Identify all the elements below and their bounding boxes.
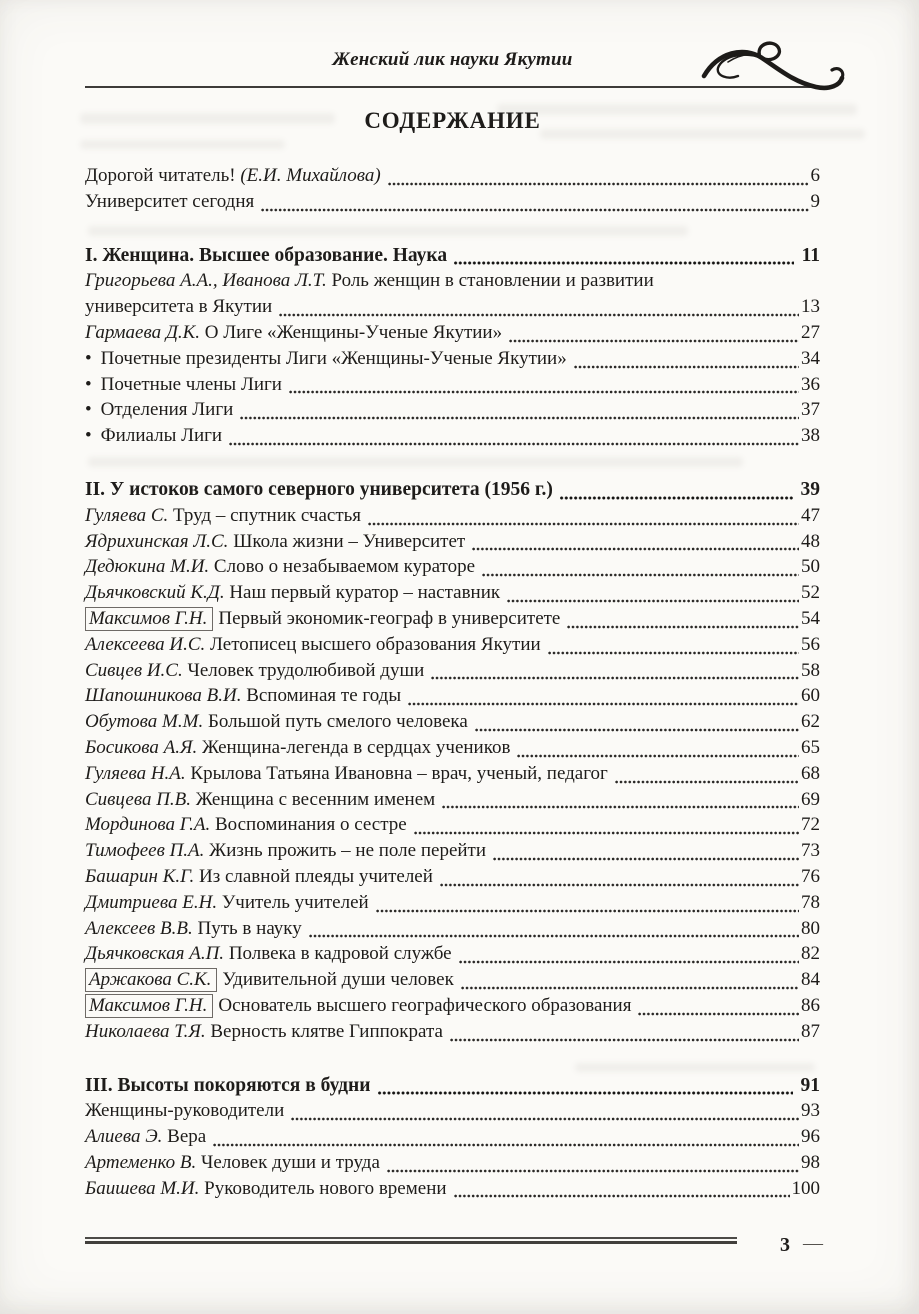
entry-title-text: Удивительной души человек (222, 969, 454, 991)
entry-title-text: Из славной плеяды учителей (194, 865, 433, 887)
author-name: Артеменко В. (85, 1151, 197, 1173)
entry-title-text: Руководитель нового времени (199, 1177, 447, 1199)
leader-dots (459, 959, 799, 965)
toc-page-number: 58 (801, 659, 820, 681)
bullet-marker: • (85, 399, 92, 421)
toc-entry-row (85, 1021, 820, 1047)
toc-entry-text (85, 789, 435, 811)
entry-title-text: Летописец высшего образования Якутии (205, 633, 541, 655)
toc-entry-row (85, 866, 820, 892)
entry-title-text: Основатель высшего географического образования (218, 994, 632, 1016)
entry-title-text: Учитель учителей (217, 891, 369, 913)
toc-page-number: 34 (801, 347, 820, 369)
entry-title-text: Слово о незабываемом кураторе (209, 556, 476, 578)
leader-dots (560, 495, 793, 501)
toc-page-number: 6 (810, 165, 820, 186)
toc-entry-row (85, 660, 820, 686)
toc-entry-text (101, 348, 567, 370)
scan-show-through-artifact (80, 140, 285, 149)
leader-dots (414, 830, 799, 836)
leader-dots (461, 985, 799, 991)
toc-entry-row (85, 814, 820, 840)
author-name: Николаева Т.Я. (85, 1020, 206, 1042)
entry-title-text: Жизнь прожить – не поле перейти (204, 840, 487, 862)
author-name: (Е.И. Михайлова) (240, 165, 381, 186)
author-name: Босикова А.Я. (85, 736, 198, 758)
leader-dots (213, 1142, 799, 1148)
leader-dots (454, 1193, 790, 1199)
toc-section-row (85, 245, 820, 271)
leader-dots (493, 856, 799, 862)
toc-entry-text (101, 425, 222, 447)
footer-rule (85, 1237, 737, 1244)
entry-title-text: I. Женщина. Высшее образование. Наука (85, 244, 448, 266)
toc-page-number: 38 (801, 425, 820, 447)
toc-page-number: 68 (801, 762, 820, 784)
toc-page-number: 69 (801, 788, 820, 810)
calligraphic-flourish-ornament-icon (698, 38, 848, 94)
running-header-title: Женский лик науки Якутии (332, 49, 573, 70)
toc-entry-text (85, 1075, 371, 1097)
entry-title-text: Большой путь смелого человека (203, 711, 468, 733)
author-name: Алиева Э. (85, 1126, 163, 1148)
author-name: Григорьева А.А., Иванова Л.Т. (85, 270, 327, 292)
author-name: Обутова М.М. (85, 711, 204, 733)
author-name: Башарин К.Г. (85, 865, 195, 887)
toc-entry-row (85, 685, 820, 711)
toc-page-number: 47 (801, 504, 820, 526)
leader-dots (261, 207, 808, 213)
toc-entry-row (85, 763, 820, 789)
toc-entry-text (85, 556, 475, 578)
toc-page-number: 48 (801, 530, 820, 552)
entry-title-text: Роль женщин в становлении и развитии (326, 270, 654, 292)
toc-entry-text (85, 608, 560, 630)
toc-entry-text (85, 191, 254, 213)
leader-dots (279, 312, 799, 318)
leader-dots (574, 364, 799, 370)
author-name: Алексеев В.В. (85, 917, 193, 939)
author-name: Гуляева С. (85, 504, 169, 526)
toc-entry-text (85, 685, 401, 707)
author-name: Сивцева П.В. (85, 788, 192, 810)
entry-title-text: Крылова Татьяна Ивановна – врач, ученый, педагог (185, 762, 608, 784)
bullet-marker: • (85, 373, 92, 395)
toc-entry-text (85, 582, 500, 604)
leader-dots (387, 1168, 799, 1174)
toc-page-number: 65 (801, 736, 820, 758)
bullet-marker: • (85, 425, 92, 447)
entry-title-text: III. Высоты покоряются в будни (85, 1074, 371, 1096)
entry-title-text: Труд – спутник счастья (168, 504, 362, 526)
leader-dots (408, 701, 799, 707)
leader-dots (289, 389, 799, 395)
toc-entry-row (85, 995, 820, 1021)
author-name: Тимофеев П.А. (85, 840, 205, 862)
toc-page-number: 91 (800, 1074, 820, 1096)
toc-page-number: 93 (801, 1100, 820, 1122)
toc-entry-row (85, 789, 820, 815)
toc-entry-text (85, 737, 510, 759)
entry-title-text: Наш первый куратор – наставник (224, 582, 501, 604)
toc-entry-text (85, 1178, 447, 1200)
leader-dots (291, 1116, 799, 1122)
toc-entry-text (85, 296, 272, 318)
page-number-dash: — (803, 1232, 823, 1254)
toc-entry-row (85, 191, 820, 217)
toc-entry-text (85, 531, 465, 553)
entry-title-text: Полвека в кадровой службе (224, 943, 452, 965)
toc-page-number: 98 (801, 1151, 820, 1173)
boxed-author-name: Аржакова С.К. (85, 968, 217, 992)
toc-page-number: 36 (801, 373, 820, 395)
toc-entry-text (85, 505, 361, 527)
leader-dots (482, 572, 799, 578)
toc-page-number: 54 (801, 607, 820, 629)
toc-list (85, 165, 820, 1203)
toc-entry-text (85, 892, 369, 914)
author-name: Дедюкина М.И. (85, 556, 210, 578)
toc-entry-text (85, 245, 447, 267)
leader-dots (472, 546, 799, 552)
author-name: Дьячковская А.П. (85, 943, 225, 965)
entry-title-text: Вспоминая те годы (241, 685, 402, 707)
entry-title-text: Дорогой читатель! (85, 165, 241, 186)
toc-entry-row (85, 711, 820, 737)
toc-page-number: 76 (801, 865, 820, 887)
leader-dots (548, 650, 799, 656)
author-name: Дмитриева Е.Н. (85, 891, 218, 913)
toc-entry-text (101, 374, 282, 396)
toc-entry-row (85, 165, 820, 191)
toc-page-number: 39 (800, 478, 820, 500)
leader-dots (567, 624, 799, 630)
toc-entry-row (85, 840, 820, 866)
toc-entry-row (85, 556, 820, 582)
leader-dots (454, 260, 793, 266)
entry-title-text: Женщина с весенним именем (191, 788, 436, 810)
leader-dots (378, 1090, 793, 1096)
toc-entry-text (85, 814, 407, 836)
toc-entry-row (85, 322, 820, 348)
author-name: Дьячковский К.Д. (85, 582, 225, 604)
leader-dots (309, 933, 799, 939)
author-name: Мординова Г.А. (85, 814, 211, 836)
toc-page-number: 87 (801, 1020, 820, 1042)
author-name: Шапошникова В.И. (85, 685, 242, 707)
toc-entry-row (85, 1152, 820, 1178)
author-name: Баишева М.И. (85, 1177, 200, 1199)
entry-title-text: Университет сегодня (85, 190, 255, 212)
toc-entry-text (85, 918, 302, 940)
toc-page-number: 86 (801, 994, 820, 1016)
toc-entry-row (85, 608, 820, 634)
entry-title-text: Почетные члены Лиги (100, 373, 282, 395)
leader-dots (475, 727, 799, 733)
toc-entry-text (85, 322, 502, 344)
toc-page-number: 50 (801, 556, 820, 578)
leader-dots (509, 338, 799, 344)
entry-title-text: Школа жизни – Университет (228, 530, 466, 552)
entry-title-text: Воспоминания о сестре (210, 814, 407, 836)
toc-entry-text (85, 943, 452, 965)
author-name: Гармаева Д.К. (85, 321, 201, 343)
toc-entry-row (85, 1178, 820, 1204)
entry-title-text: Вера (162, 1126, 207, 1148)
toc-page-number: 84 (801, 969, 820, 991)
entry-title-text: Отделения Лиги (100, 399, 234, 421)
leader-dots (517, 753, 799, 759)
toc-entry-row (85, 531, 820, 557)
toc-entry-text (85, 270, 654, 292)
boxed-author-name: Максимов Г.Н. (85, 994, 213, 1018)
toc-entry-text (85, 995, 631, 1017)
toc-entry-text (85, 479, 553, 501)
entry-title-text: Человек трудолюбивой души (182, 659, 425, 681)
toc-page-number: 62 (801, 711, 820, 733)
leader-dots (388, 181, 809, 187)
leader-dots (450, 1037, 799, 1043)
toc-page-number: 60 (801, 685, 820, 707)
toc-entry-text (85, 866, 433, 888)
author-name: Ядрихинская Л.С. (85, 530, 229, 552)
leader-dots (229, 441, 799, 447)
entry-title-text: университета в Якутии (85, 296, 273, 318)
toc-page-number: 96 (801, 1126, 820, 1148)
toc-entry-row (85, 1126, 820, 1152)
toc-entry-text (85, 969, 454, 991)
toc-section-row (85, 1075, 820, 1101)
entry-title-text: Путь в науку (192, 917, 302, 939)
toc-entry-row (85, 918, 820, 944)
leader-dots (368, 521, 799, 527)
toc-page-number: 82 (801, 943, 820, 965)
entry-title-text: Человек души и труда (196, 1151, 380, 1173)
toc-entry-text (85, 1021, 443, 1043)
toc-entry-text (85, 634, 541, 656)
page-number: 3 (780, 1234, 790, 1256)
toc-entry-text (85, 840, 486, 862)
toc-page-number: 9 (810, 190, 820, 212)
toc-title: СОДЕРЖАНИЕ (364, 108, 541, 133)
toc-entry-row (85, 737, 820, 763)
leader-dots (376, 908, 799, 914)
author-name: Гуляева Н.А. (85, 762, 186, 784)
toc-page-number: 52 (801, 582, 820, 604)
entry-title-text: Филиалы Лиги (100, 425, 223, 447)
toc-page-number: 37 (801, 399, 820, 421)
entry-title-text: Верность клятве Гиппократа (205, 1020, 443, 1042)
boxed-author-name: Максимов Г.Н. (85, 607, 213, 631)
toc-entry-row (85, 374, 820, 400)
toc-page-number: 72 (801, 814, 820, 836)
leader-dots (240, 415, 799, 421)
entry-title-text: Женщины-руководители (85, 1100, 285, 1122)
toc-entry-row (85, 634, 820, 660)
toc-entry-row (85, 969, 820, 995)
leader-dots (507, 598, 799, 604)
toc-entry-text (85, 1100, 284, 1122)
leader-dots (440, 882, 799, 888)
toc-page-number: 13 (801, 296, 820, 318)
entry-title-text: Женщина-легенда в сердцах учеников (197, 736, 511, 758)
toc-entry-row (85, 399, 820, 425)
leader-dots (442, 804, 799, 810)
author-name: Алексеева И.С. (85, 633, 206, 655)
toc-entry-text (101, 399, 234, 421)
leader-dots (638, 1011, 799, 1017)
toc-entry-text (85, 1152, 380, 1174)
toc-entry-row (85, 943, 820, 969)
toc-entry-row (85, 582, 820, 608)
toc-entry-row (85, 892, 820, 918)
toc-entry-row (85, 296, 820, 322)
toc-entry-text (85, 711, 468, 733)
toc-entry-text (85, 1126, 206, 1148)
toc-entry-row (85, 425, 820, 451)
toc-entry-row (85, 348, 820, 374)
toc-page-number: 80 (801, 917, 820, 939)
toc-entry-row (85, 1100, 820, 1126)
toc-entry-text (85, 763, 608, 785)
toc-page-number: 11 (801, 244, 820, 266)
toc-page-number: 78 (801, 891, 820, 913)
toc-page-number: 27 (801, 321, 820, 343)
toc-entry-text (85, 165, 381, 187)
leader-dots (431, 675, 799, 681)
author-name: Сивцев И.С. (85, 659, 183, 681)
bullet-marker: • (85, 347, 92, 369)
entry-title-text: О Лиге «Женщины-Ученые Якутии» (200, 321, 503, 343)
toc-page-number: 100 (791, 1177, 820, 1199)
entry-title-text: Первый экономик-географ в университете (218, 607, 561, 629)
toc-entry-row (85, 270, 820, 296)
toc-entry-row (85, 505, 820, 531)
toc-page-number: 73 (801, 840, 820, 862)
toc-page-number: 56 (801, 633, 820, 655)
entry-title-text: II. У истоков самого северного университета (1956 г.) (85, 478, 553, 500)
entry-title-text: Почетные президенты Лиги «Женщины-Ученые Якутии» (100, 347, 567, 369)
toc-section-row (85, 479, 820, 505)
toc-entry-text (85, 660, 424, 682)
leader-dots (615, 779, 799, 785)
